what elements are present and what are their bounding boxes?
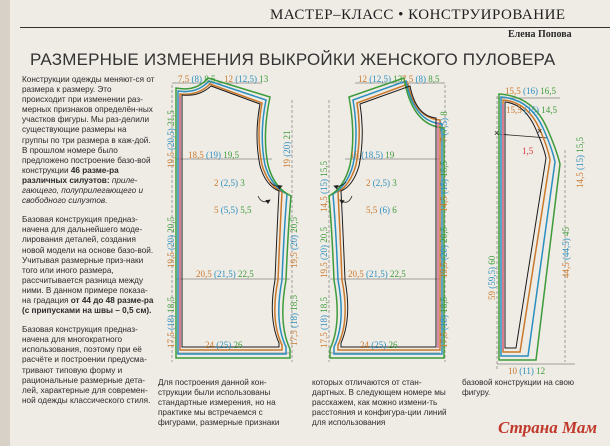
front-right-vertical-2: 19,5 (20) 20,5 [439, 227, 449, 278]
back-right-vertical-2: 19,5 (20) 20,5 [289, 217, 299, 268]
article-title: РАЗМЕРНЫЕ ИЗМЕНЕНИЯ ВЫКРОЙКИ ЖЕНСКОГО ПУЛОВЕРА [30, 50, 556, 69]
front-armhole-label-2: 5,5 (6) 6 [366, 205, 397, 215]
section-header: МАСТЕР–КЛАСС • КОНСТРУИРОВАНИЕ [270, 7, 566, 23]
front-right-vertical-3: 17,5 (18) 18,5 [439, 297, 449, 348]
sleeve-left-length-label: 59 (59,5) 60 [487, 255, 497, 300]
back-shoulder-label: 12 (12,5) 13 [224, 74, 269, 84]
back-armhole-label-1: 2 (2,5) 3 [214, 178, 245, 188]
front-neck-width-label: 7,5 (8) 8,5 [402, 74, 440, 84]
text-run: Базовая конструкция предназ-начена для дальнейшего моде-лирования деталей, создания новой модели на основе базо-вой. Учитывая размерные приз-наки того или иного размера, рассчитывается разница между ними. В данном примере показа-на градация [22, 215, 154, 305]
back-left-vertical-2: 19,5 (20) 20,5 [166, 217, 176, 268]
bottom-text-1: Для построения данной кон-струкции были использованы стандартные измерения, но на практике мы встречаемся с фигурами, размерные признаки [158, 378, 280, 428]
front-pattern-piece [319, 74, 449, 362]
sleeve-cap-height-label: 14,5 (15) 15,5 [575, 137, 585, 188]
front-left-vertical-2: 19,5 (20) 20,5 [319, 227, 329, 278]
back-right-vertical-3: 17,5 (18) 18,5 [289, 295, 299, 346]
sleeve-cross-mark-right: × [537, 126, 543, 136]
sleeve-right-length-label: 44,5 (44,5) 45 [561, 227, 571, 278]
front-left-vertical-1: 14,5 (15) 15,5 [319, 161, 329, 212]
front-hem-label: 24 (25) 26 [360, 340, 398, 350]
bottom-text-3: базовой конструкции на свою фигуру. [462, 378, 575, 398]
watermark-logo: Страна Мам [498, 418, 598, 437]
back-left-vertical-1: 19,5 (20,5) 21,5 [166, 110, 176, 168]
back-pattern-piece [166, 74, 299, 362]
author-name: Елена Попова [508, 29, 572, 40]
text-italic: приле-гающего, полуприлегающего и свободного силуэтов. [22, 175, 144, 206]
front-neck-depth-label: 7 (7,5) 8 [439, 111, 449, 142]
back-neck-width-label: 7,5 (8) 8,5 [178, 74, 216, 84]
bottom-text-2: которых отличаются от стан-дартных. В следующем номере мы расскажем, как можно измени-ть расстояния и конфигура-ции линий для использования [312, 378, 447, 428]
back-waist-label: 20,5 (21,5) 22,5 [196, 269, 254, 279]
front-armhole-label-1: 2 (2,5) 3 [366, 178, 397, 188]
sleeve-cross-mark-left: × [494, 128, 500, 138]
front-shoulder-label: 12 (12,5) 13 [358, 74, 403, 84]
sleeve-pattern-piece [487, 86, 585, 376]
front-right-vertical-1: 14,5 (15) 15,5 [439, 161, 449, 212]
back-armhole-label-2: 5 (5,5) 5,5 [214, 205, 252, 215]
back-left-vertical-3: 17,5 (18) 18,5 [166, 297, 176, 348]
back-hem-label: 24 (25) 26 [205, 340, 243, 350]
front-waist-label: 20,5 (21,5) 22,5 [348, 269, 406, 279]
text-bold: от 44 до 48 разме-ра (с припусками на швы – 0,5 см). [22, 295, 154, 316]
back-chest-label: 18,5 (19) 19,5 [188, 150, 239, 160]
sleeve-cuff-label: 10 (11) 12 [508, 366, 546, 376]
sleeve-mark-label: 1,5 [522, 146, 534, 156]
back-right-vertical-1: 19 (20) 21 [282, 130, 292, 168]
sleeve-top-label: 15,5 (16) 16,5 [505, 86, 556, 96]
text-run: Конструкции одежды меняют-ся от размера к размеру. Это происходит при изменении раз-мерных признаков определён-ных участков фигуры. Мы раз-делили существующие размеры на группы по три размера в каж-дой. В прошлом номере было предложено построение базо-вой конструкции [22, 75, 155, 175]
text-bold: 46 разме-ра различных силуэтов: [22, 165, 119, 185]
front-chest-label: 18 (18,5) 19 [350, 150, 395, 160]
sleeve-cap-width-label: 15,5 (15) 14,5 [506, 105, 557, 115]
paragraph-usage: Базовая конструкция предназ-начена для многократного использования, поэтому при её расчёте и построении предусма-тривают типовую форму и рациональные размерные дета-лей, характерные для современ-ной одежды классического стиля. [22, 325, 151, 405]
front-left-vertical-3: 17,5 (18) 18,5 [319, 297, 329, 348]
